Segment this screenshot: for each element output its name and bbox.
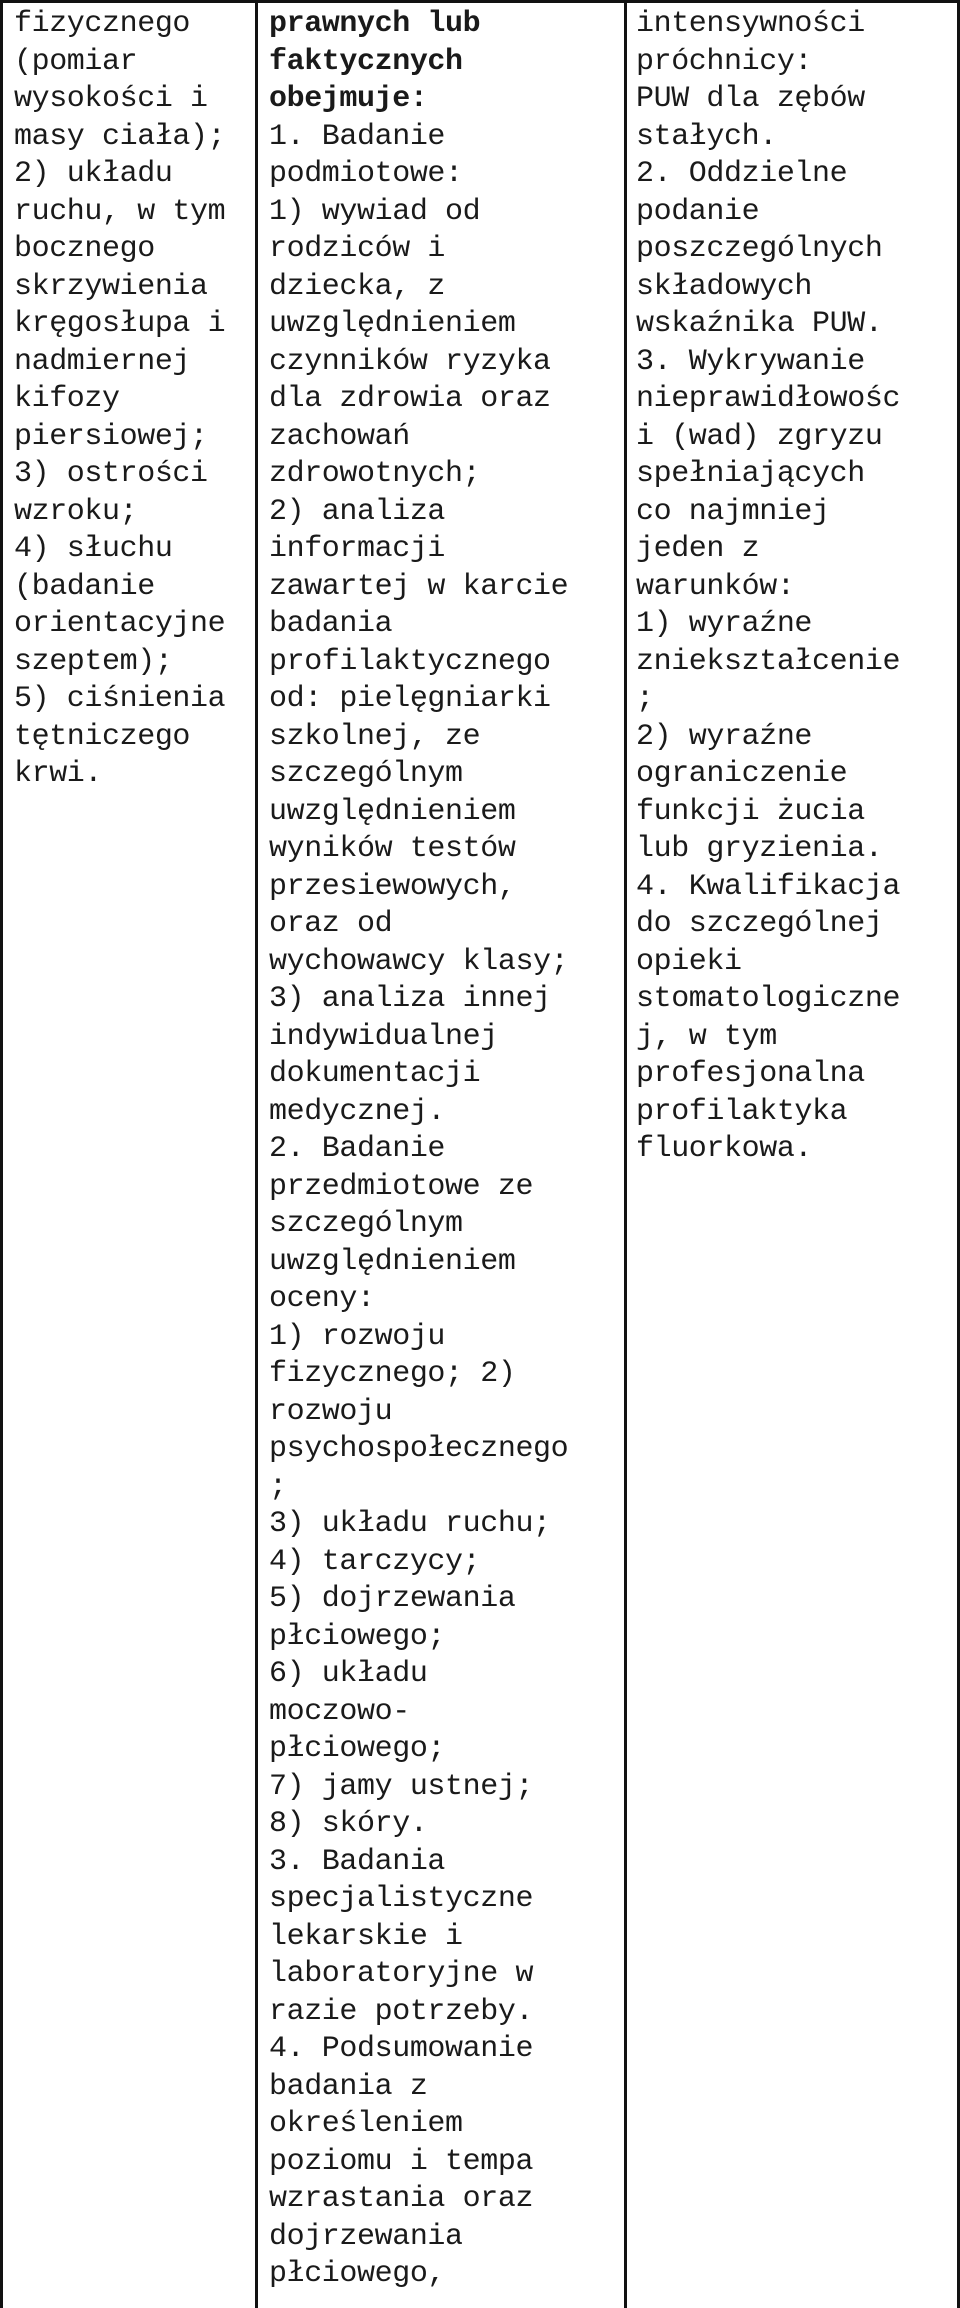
- text-line: 8) skóry.: [269, 1807, 428, 1841]
- text-line: (pomiar: [14, 44, 138, 79]
- text-line: lub gryzienia.: [636, 832, 883, 866]
- text-line: co najmniej: [636, 494, 830, 529]
- text-line: uwzględnieniem: [269, 307, 516, 341]
- text-line: badania z: [269, 2069, 428, 2104]
- text-line: 2. Badanie: [269, 1132, 446, 1166]
- text-line: 5) ciśnienia: [14, 682, 226, 716]
- text-line: dokumentacji: [269, 1057, 481, 1091]
- text-line: indywidualnej: [269, 1019, 498, 1054]
- text-line: 2) wyraźne: [636, 719, 813, 754]
- text-line: fluorkowa.: [636, 1132, 813, 1166]
- text-line: wzroku;: [14, 494, 138, 529]
- text-line: stałych.: [636, 119, 777, 154]
- text-line: poziomu i tempa: [269, 2144, 534, 2179]
- text-line: obejmuje:: [269, 82, 428, 116]
- table-top-border: [0, 0, 960, 3]
- text-line: 3. Badania: [269, 1844, 446, 1879]
- table-divider-right: [624, 0, 627, 2308]
- text-line: fizycznego; 2): [269, 1357, 516, 1391]
- text-line: faktycznych: [269, 44, 463, 79]
- text-line: podmiotowe:: [269, 157, 463, 191]
- text-line: stomatologiczne: [636, 982, 901, 1016]
- text-line: PUW dla zębów: [636, 82, 865, 116]
- text-line: rodziców i: [269, 232, 446, 266]
- text-line: piersiowej;: [14, 419, 208, 454]
- text-line: psychospołecznego: [269, 1432, 569, 1466]
- text-line: lekarskie i: [269, 1919, 463, 1954]
- text-line: dojrzewania: [269, 2219, 463, 2254]
- text-line: j, w tym: [636, 1019, 777, 1054]
- text-line: intensywności: [636, 7, 865, 41]
- text-line: profilaktyka: [636, 1094, 848, 1129]
- text-line: składowych: [636, 269, 813, 304]
- text-line: zachowań: [269, 419, 410, 454]
- text-line: moczowo-: [269, 1694, 410, 1729]
- text-line: szkolnej, ze: [269, 719, 481, 754]
- text-line: szczególnym: [269, 1207, 463, 1241]
- text-line: płciowego;: [269, 1619, 446, 1654]
- text-line: razie potrzeby.: [269, 1994, 534, 2029]
- text-line: wskaźnika PUW.: [636, 307, 883, 341]
- text-line: podanie: [636, 194, 760, 229]
- text-line: dla zdrowia oraz: [269, 382, 551, 416]
- text-line: 3) układu ruchu;: [269, 1507, 551, 1541]
- text-line: przedmiotowe ze: [269, 1169, 534, 1204]
- text-line: oceny:: [269, 1282, 375, 1316]
- text-line: badania: [269, 607, 393, 641]
- text-line: funkcji żucia: [636, 794, 865, 829]
- text-line: 1) wywiad od: [269, 194, 481, 229]
- text-line: zdrowotnych;: [269, 457, 481, 491]
- text-line: zniekształcenie: [636, 644, 901, 679]
- text-line: od: pielęgniarki: [269, 682, 551, 716]
- text-line: opieki: [636, 944, 742, 979]
- text-line: uwzględnieniem: [269, 794, 516, 829]
- text-line: 4) słuchu: [14, 532, 173, 566]
- text-line: ruchu, w tym: [14, 194, 226, 229]
- text-line: kifozy: [14, 382, 120, 416]
- text-line: 4. Podsumowanie: [269, 2032, 534, 2066]
- text-line: ;: [636, 682, 654, 716]
- text-line: jeden z: [636, 532, 760, 566]
- text-line: przesiewowych,: [269, 869, 516, 904]
- text-line: tętniczego: [14, 719, 191, 754]
- text-line: rozwoju: [269, 1394, 393, 1429]
- text-line: wyników testów: [269, 832, 516, 866]
- text-line: 3. Wykrywanie: [636, 344, 865, 379]
- text-line: płciowego;: [269, 1732, 446, 1766]
- text-line: laboratoryjne w: [269, 1957, 534, 1991]
- text-line: nadmiernej: [14, 344, 191, 379]
- text-line: 4) tarczycy;: [269, 1544, 481, 1579]
- text-line: profesjonalna: [636, 1057, 865, 1091]
- table-divider-left: [255, 0, 258, 2308]
- text-line: ograniczenie: [636, 757, 848, 791]
- text-line: masy ciała);: [14, 119, 226, 154]
- text-line: 2. Oddzielne: [636, 157, 848, 191]
- text-line: informacji: [269, 532, 446, 566]
- table-cell-middle: [269, 6, 621, 2294]
- text-line: kręgosłupa i: [14, 307, 226, 341]
- text-line: uwzględnieniem: [269, 1244, 516, 1279]
- text-line: 3) ostrości: [14, 457, 208, 491]
- text-line: wychowawcy klasy;: [269, 944, 569, 979]
- text-line: 7) jamy ustnej;: [269, 1769, 534, 1804]
- text-line: poszczególnych: [636, 232, 883, 266]
- text-line: bocznego: [14, 232, 155, 266]
- text-line: krwi.: [14, 757, 103, 791]
- text-line: szczególnym: [269, 757, 463, 791]
- table-cell-right: [636, 6, 952, 1169]
- text-line: 1) rozwoju: [269, 1319, 446, 1354]
- table-left-border: [0, 0, 3, 2308]
- text-line: 6) układu: [269, 1657, 428, 1691]
- text-line: wzrastania oraz: [269, 2182, 534, 2216]
- table-cell-left: [14, 6, 250, 794]
- text-line: warunków:: [636, 569, 795, 604]
- text-line: profilaktycznego: [269, 644, 551, 679]
- text-line: nieprawidłowośc: [636, 382, 901, 416]
- text-line: zawartej w karcie: [269, 569, 569, 604]
- text-line: medycznej.: [269, 1094, 446, 1129]
- text-line: 2) układu: [14, 157, 173, 191]
- text-line: oraz od: [269, 907, 393, 941]
- text-line: czynników ryzyka: [269, 344, 551, 379]
- text-line: płciowego,: [269, 2257, 446, 2291]
- text-line: specjalistyczne: [269, 1882, 534, 1916]
- text-line: (badanie: [14, 569, 155, 604]
- text-line: 1) wyraźne: [636, 607, 813, 641]
- text-line: 2) analiza: [269, 494, 446, 529]
- text-line: 1. Badanie: [269, 119, 446, 154]
- text-line: 3) analiza innej: [269, 982, 551, 1016]
- text-line: wysokości i: [14, 82, 208, 116]
- text-line: dziecka, z: [269, 269, 446, 304]
- text-line: szeptem);: [14, 644, 173, 679]
- text-line: do szczególnej: [636, 907, 883, 941]
- text-line: prawnych lub: [269, 7, 481, 41]
- text-line: spełniających: [636, 457, 865, 491]
- text-line: 5) dojrzewania: [269, 1582, 516, 1616]
- text-line: określeniem: [269, 2107, 463, 2141]
- text-line: próchnicy:: [636, 44, 813, 79]
- text-line: orientacyjne: [14, 607, 226, 641]
- text-line: fizycznego: [14, 7, 191, 41]
- text-line: 4. Kwalifikacja: [636, 869, 901, 904]
- text-line: ;: [269, 1469, 287, 1504]
- text-line: i (wad) zgryzu: [636, 419, 883, 454]
- text-line: skrzywienia: [14, 269, 208, 304]
